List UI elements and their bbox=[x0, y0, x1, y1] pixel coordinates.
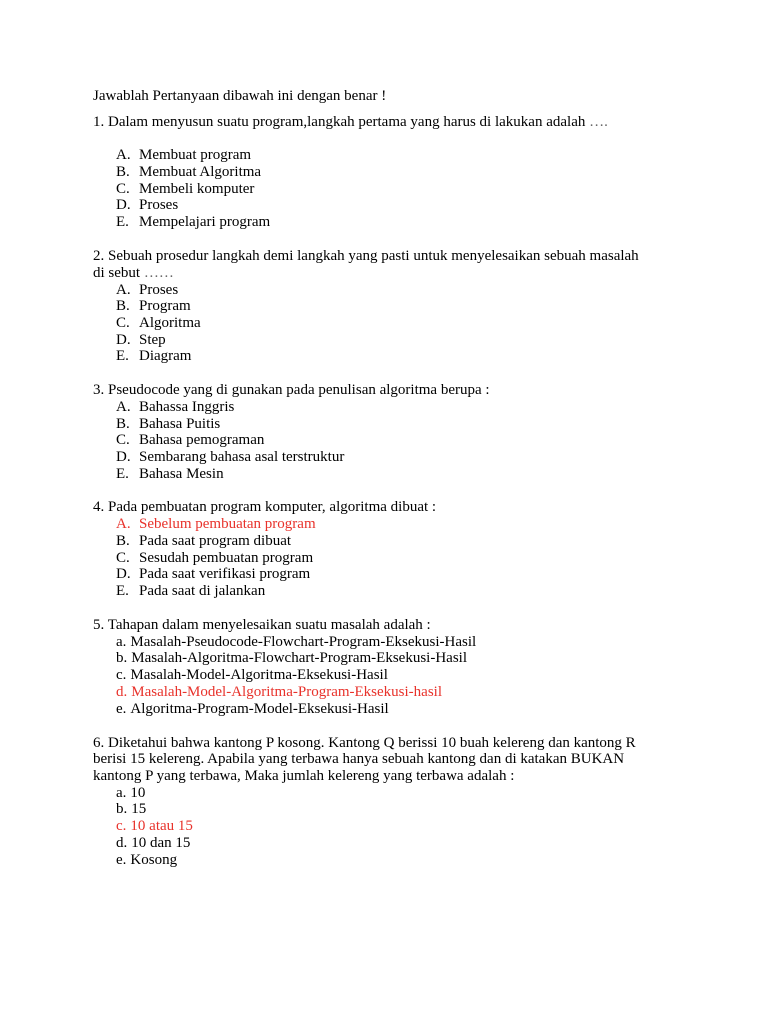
option-text: 10 dan 15 bbox=[131, 835, 191, 851]
option-text: Proses bbox=[139, 282, 179, 298]
question-number: 2. bbox=[93, 248, 105, 264]
option-letter: E. bbox=[116, 214, 129, 230]
option-letter: E. bbox=[116, 348, 129, 364]
option-letter: B. bbox=[116, 164, 130, 180]
question-number: 4. bbox=[93, 499, 105, 515]
option-4c bbox=[116, 550, 313, 567]
option-2e bbox=[116, 348, 191, 365]
option-letter: B. bbox=[116, 416, 130, 432]
option-3b bbox=[116, 416, 220, 433]
option-5b bbox=[116, 650, 467, 667]
option-6c-correct-answer bbox=[116, 818, 193, 835]
option-3c bbox=[116, 432, 264, 449]
option-text: Pada saat verifikasi program bbox=[139, 566, 311, 582]
option-letter: d. bbox=[116, 835, 128, 851]
option-3e bbox=[116, 466, 224, 483]
instruction-heading: Jawablah Pertanyaan dibawah ini dengan benar ! bbox=[93, 88, 387, 104]
option-5d-correct-answer bbox=[116, 684, 442, 701]
option-text: Pada saat program dibuat bbox=[139, 533, 292, 549]
option-text: Masalah-Pseudocode-Flowchart-Program-Eksekusi-Hasil bbox=[130, 634, 477, 650]
option-letter: E. bbox=[116, 583, 129, 599]
question-3 bbox=[93, 382, 490, 399]
question-5 bbox=[93, 617, 431, 634]
option-letter: c. bbox=[116, 667, 127, 683]
option-2c bbox=[116, 315, 201, 332]
option-1b bbox=[116, 164, 261, 181]
option-letter: A. bbox=[116, 516, 131, 532]
option-letter: C. bbox=[116, 550, 130, 566]
option-letter: e. bbox=[116, 701, 127, 717]
option-1a bbox=[116, 147, 251, 164]
option-text: Bahasa Mesin bbox=[139, 466, 224, 482]
option-6e bbox=[116, 852, 177, 869]
option-1c bbox=[116, 181, 254, 198]
option-5a bbox=[116, 634, 476, 651]
option-letter: D. bbox=[116, 566, 131, 582]
option-text: Sembarang bahasa asal terstruktur bbox=[139, 449, 345, 465]
option-4b bbox=[116, 533, 291, 550]
option-text: 10 bbox=[130, 785, 146, 801]
question-text: berisi 15 kelereng. Apabila yang terbawa hanya sebuah kantong dan di katakan BUKAN bbox=[93, 751, 625, 767]
option-text: Masalah-Model-Algoritma-Eksekusi-Hasil bbox=[130, 667, 388, 683]
option-text: Mempelajari program bbox=[139, 214, 271, 230]
option-6d bbox=[116, 835, 190, 852]
option-text: Pada saat di jalankan bbox=[139, 583, 266, 599]
option-1d bbox=[116, 197, 178, 214]
option-letter: B. bbox=[116, 298, 130, 314]
question-text: Pada pembuatan program komputer, algoritma dibuat : bbox=[108, 499, 437, 515]
option-1e bbox=[116, 214, 270, 231]
question-number: 1. bbox=[93, 114, 105, 130]
option-5e bbox=[116, 701, 389, 718]
question-text: Tahapan dalam menyelesaikan suatu masalah adalah : bbox=[107, 617, 431, 633]
option-text: Program bbox=[139, 298, 191, 314]
option-text: Algoritma-Program-Model-Eksekusi-Hasil bbox=[130, 701, 389, 717]
option-6b bbox=[116, 801, 146, 818]
option-letter: C. bbox=[116, 315, 130, 331]
option-text: 10 atau 15 bbox=[130, 818, 193, 834]
question-dots: …. bbox=[589, 114, 608, 130]
option-letter: D. bbox=[116, 449, 131, 465]
option-text: Algoritma bbox=[139, 315, 201, 331]
option-text: Bahassa Inggris bbox=[139, 399, 235, 415]
option-letter: a. bbox=[116, 634, 127, 650]
option-text: Sebelum pembuatan program bbox=[139, 516, 316, 532]
question-number: 6. bbox=[93, 735, 105, 751]
question-text: Pseudocode yang di gunakan pada penulisan algoritma berupa : bbox=[108, 382, 490, 398]
option-4e bbox=[116, 583, 265, 600]
option-letter: B. bbox=[116, 533, 130, 549]
option-text: Kosong bbox=[130, 852, 178, 868]
option-2d bbox=[116, 332, 166, 349]
question-text: kantong P yang terbawa, Maka jumlah kelereng yang terbawa adalah : bbox=[93, 768, 515, 784]
option-text: Masalah-Model-Algoritma-Program-Eksekusi-hasil bbox=[131, 684, 443, 700]
question-text: Dalam menyusun suatu program,langkah pertama yang harus di lakukan adalah bbox=[108, 114, 586, 130]
option-letter: A. bbox=[116, 147, 131, 163]
option-text: Step bbox=[139, 332, 166, 348]
option-5c bbox=[116, 667, 388, 684]
option-letter: e. bbox=[116, 852, 127, 868]
question-1 bbox=[93, 114, 608, 131]
option-text: Masalah-Algoritma-Flowchart-Program-Eksekusi-Hasil bbox=[131, 650, 467, 666]
option-text: 15 bbox=[131, 801, 147, 817]
question-2 bbox=[93, 248, 639, 265]
option-text: Membuat program bbox=[139, 147, 252, 163]
option-letter: d. bbox=[116, 684, 128, 700]
option-6a bbox=[116, 785, 145, 802]
option-letter: c. bbox=[116, 818, 127, 834]
option-letter: b. bbox=[116, 801, 128, 817]
option-text: Membuat Algoritma bbox=[139, 164, 262, 180]
option-letter: A. bbox=[116, 399, 131, 415]
question-2-continuation bbox=[93, 265, 174, 282]
option-4d bbox=[116, 566, 310, 583]
option-text: Bahasa Puitis bbox=[139, 416, 221, 432]
option-letter: E. bbox=[116, 466, 129, 482]
option-letter: D. bbox=[116, 332, 131, 348]
question-6-continuation-2 bbox=[93, 768, 514, 785]
option-4a-correct-answer bbox=[116, 516, 316, 533]
question-text: Sebuah prosedur langkah demi langkah yang pasti untuk menyelesaikan sebuah masalah bbox=[108, 248, 639, 264]
option-2a bbox=[116, 282, 178, 299]
option-text: Sesudah pembuatan program bbox=[139, 550, 314, 566]
option-letter: D. bbox=[116, 197, 131, 213]
question-6 bbox=[93, 735, 636, 752]
option-letter: C. bbox=[116, 181, 130, 197]
option-2b bbox=[116, 298, 191, 315]
option-letter: a. bbox=[116, 785, 127, 801]
question-6-continuation-1 bbox=[93, 751, 624, 768]
question-text: Diketahui bahwa kantong P kosong. Kantong Q berissi 10 buah kelereng dan kantong R bbox=[108, 735, 636, 751]
question-number: 5. bbox=[93, 617, 105, 633]
option-3d bbox=[116, 449, 344, 466]
option-text: Membeli komputer bbox=[139, 181, 255, 197]
option-text: Proses bbox=[139, 197, 179, 213]
option-letter: b. bbox=[116, 650, 128, 666]
question-dots: …… bbox=[143, 265, 174, 281]
option-text: Bahasa pemograman bbox=[139, 432, 265, 448]
option-letter: C. bbox=[116, 432, 130, 448]
question-number: 3. bbox=[93, 382, 105, 398]
question-text: di sebut bbox=[93, 265, 141, 281]
option-letter: A. bbox=[116, 282, 131, 298]
option-3a bbox=[116, 399, 234, 416]
option-text: Diagram bbox=[139, 348, 192, 364]
question-4 bbox=[93, 499, 436, 516]
